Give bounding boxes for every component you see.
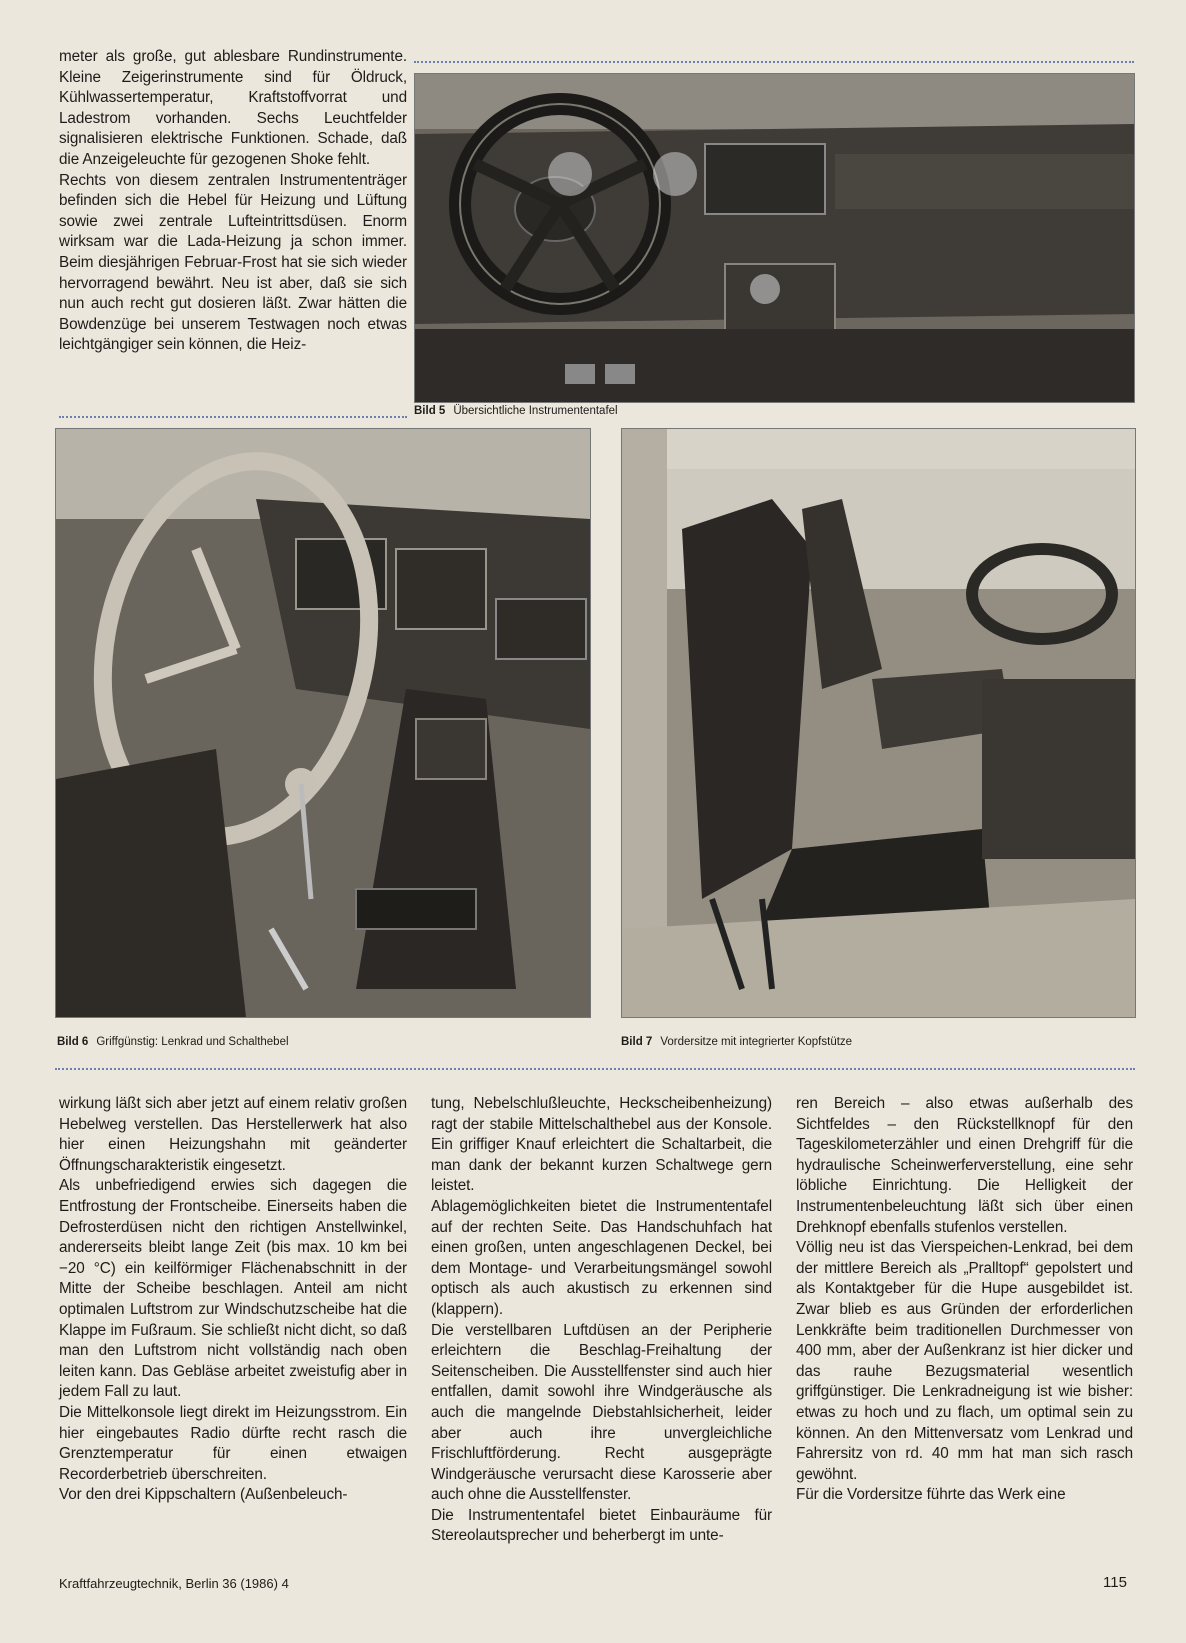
intro-paragraph-1: meter als große, gut ablesbare Rundinstrumente. Kleine Zeigerinstrumente sind für Öldruck, Kühlwassertemperatur, Kraftstoffvorrat und Ladestrom vorhanden. Sechs Leuchtfelder signalisieren elektrische Funktionen. Schade, daß die Anzeigeleuchte für gezogenen Shoke fehlt. [59, 48, 407, 168]
bild7-caption [621, 1035, 852, 1049]
bild7-number: Bild 7 [621, 1036, 653, 1048]
bild6-caption-text: Griffgünstig: Lenkrad und Schalthebel [96, 1036, 289, 1048]
col2-paragraph-1: tung, Nebelschlußleuchte, Heckscheibenheizung) ragt der stabile Mittelschalthebel aus der Konsole. Ein griffiger Knauf erleichtert die Schaltarbeit, die man dank der bekannt kurzen Schaltwege gern leistet. [431, 1095, 772, 1195]
bild6-photo [55, 428, 591, 1018]
bild5-number: Bild 5 [414, 405, 446, 417]
bild7-photo [621, 428, 1136, 1018]
col2-paragraph-2: Ablagemöglichkeiten bietet die Instrumententafel auf der rechten Seite. Das Handschuhfach hat einen großen, unten angeschlagenen Deckel, bei dem Montage- und Verarbeitungsmängel sowohl optisch als auch akustisch zu erkennen sind (klappern). [431, 1197, 772, 1318]
col3-paragraph-1: ren Bereich – also etwas außerhalb des Sichtfeldes – den Rückstellknopf für den Tageskilometerzähler und einen Drehgriff für die hydraulische Scheinwerferverstellung, eine sehr löbliche Einrichtung. Die Helligkeit der Instrumentenbeleuchtung läßt sich über einen Drehknopf ebenfalls stufenlos verstellen. [796, 1095, 1133, 1236]
page-number: 115 [1103, 1574, 1127, 1591]
intro-column [59, 47, 407, 356]
col1-paragraph-2: Als unbefriedigend erwies sich dagegen die Entfrostung der Frontscheibe. Einerseits haben die Defrosterdüsen nicht den richtigen Anstellwinkel, andererseits bleibt lange Zeit (bis max. 10 km bei −20 °C) ein keilförmiger Flächenabschnitt in der Mitte der Scheibe beschlagen. Anteil am nicht optimalen Luftstrom zur Windschutzscheibe hat die Klappe im Fußraum. Sie schließt nicht dicht, so daß man den Luftstrom nicht vollständig nach oben leiten kann. Das Gebläse arbeitet zweistufig aber in jedem Fall zu laut. [59, 1177, 407, 1401]
col3-paragraph-2: Völlig neu ist das Vierspeichen-Lenkrad, bei dem der mittlere Bereich als „Pralltopf“ gepolstert und als Kontaktgeber für die Hupe ausgebildet ist. Zwar blieb es aus Gründen der erforderlichen Lenkkräfte beim traditionellen Durchmesser von 400 mm, aber der Außenkranz ist hier dicker und das rauhe Bezugsmaterial wesentlich griffgünstiger. Die Lenkradneigung ist wie bisher: etwas zu hoch und zu flach, um optimal sein zu können. An den Mittenversatz vom Lenkrad und Fahrersitz von rd. 40 mm hat man sich rasch gewöhnt. [796, 1239, 1133, 1483]
intro-paragraph-2: Rechts von diesem zentralen Instrumententräger befinden sich die Hebel für Heizung und Lüftung sowie zwei zentrale Lufteintrittsdüsen. Enorm wirksam war die Lada-Heizung ja schon immer. Beim diesjährigen Februar-Frost hat sie sich wieder hervorragend bewährt. Neu ist aber, daß sie sich nun auch recht gut dosieren läßt. Zwar hätten die Bowdenzüge bei unserem Testwagen noch etwas leichtgängiger sein können, die Heiz- [59, 171, 407, 354]
bild6-caption [57, 1035, 289, 1049]
col1-paragraph-3: Die Mittelkonsole liegt direkt im Heizungsstrom. Ein hier eingebautes Radio dürfte recht rasch die Grenztemperatur für einen etwaigen Recorderbetrieb überschreiten. [59, 1403, 407, 1483]
col1-paragraph-4: Vor den drei Kippschaltern (Außenbeleuch- [59, 1486, 348, 1504]
bild5-caption [414, 404, 618, 418]
journal-footer: Kraftfahrzeugtechnik, Berlin 36 (1986) 4 [59, 1576, 289, 1591]
body-column-3 [796, 1094, 1133, 1506]
bild6-number: Bild 6 [57, 1036, 89, 1048]
col2-paragraph-3: Die verstellbaren Luftdüsen an der Peripherie erleichtern die Beschlag-Freihaltung der Seitenscheiben. Die Ausstellfenster sind auch hier entfallen, damit sowohl ihre Windgeräusche als auch die mangelnde Diebstahlsicherheit, leider aber auch ihre unvergleichliche Frischluftförderung. Recht ausgeprägte Windgeräusche verursacht diese Karosserie aber auch ohne die Ausstellfenster. [431, 1321, 772, 1504]
bild7-caption-text: Vordersitze mit integrierter Kopfstütze [660, 1036, 853, 1048]
divider-top-right [414, 61, 1134, 63]
col3-paragraph-3: Für die Vordersitze führte das Werk eine [796, 1486, 1066, 1504]
bild5-caption-text: Übersichtliche Instrumententafel [453, 405, 618, 417]
divider-body-top [55, 1068, 1135, 1070]
col1-paragraph-1: wirkung läßt sich aber jetzt auf einem relativ großen Hebelweg verstellen. Das Herstellerwerk hat also hier einen Heizungshahn mit geänderter Öffnungscharakteristik eingesetzt. [59, 1095, 407, 1174]
col2-paragraph-4: Die Instrumententafel bietet Einbauräume für Stereolautsprecher und beherbergt im unte- [431, 1506, 772, 1545]
bild5-photo [414, 73, 1135, 403]
body-column-1 [59, 1094, 407, 1506]
divider-intro-bottom [59, 416, 407, 418]
body-column-2 [431, 1094, 772, 1547]
